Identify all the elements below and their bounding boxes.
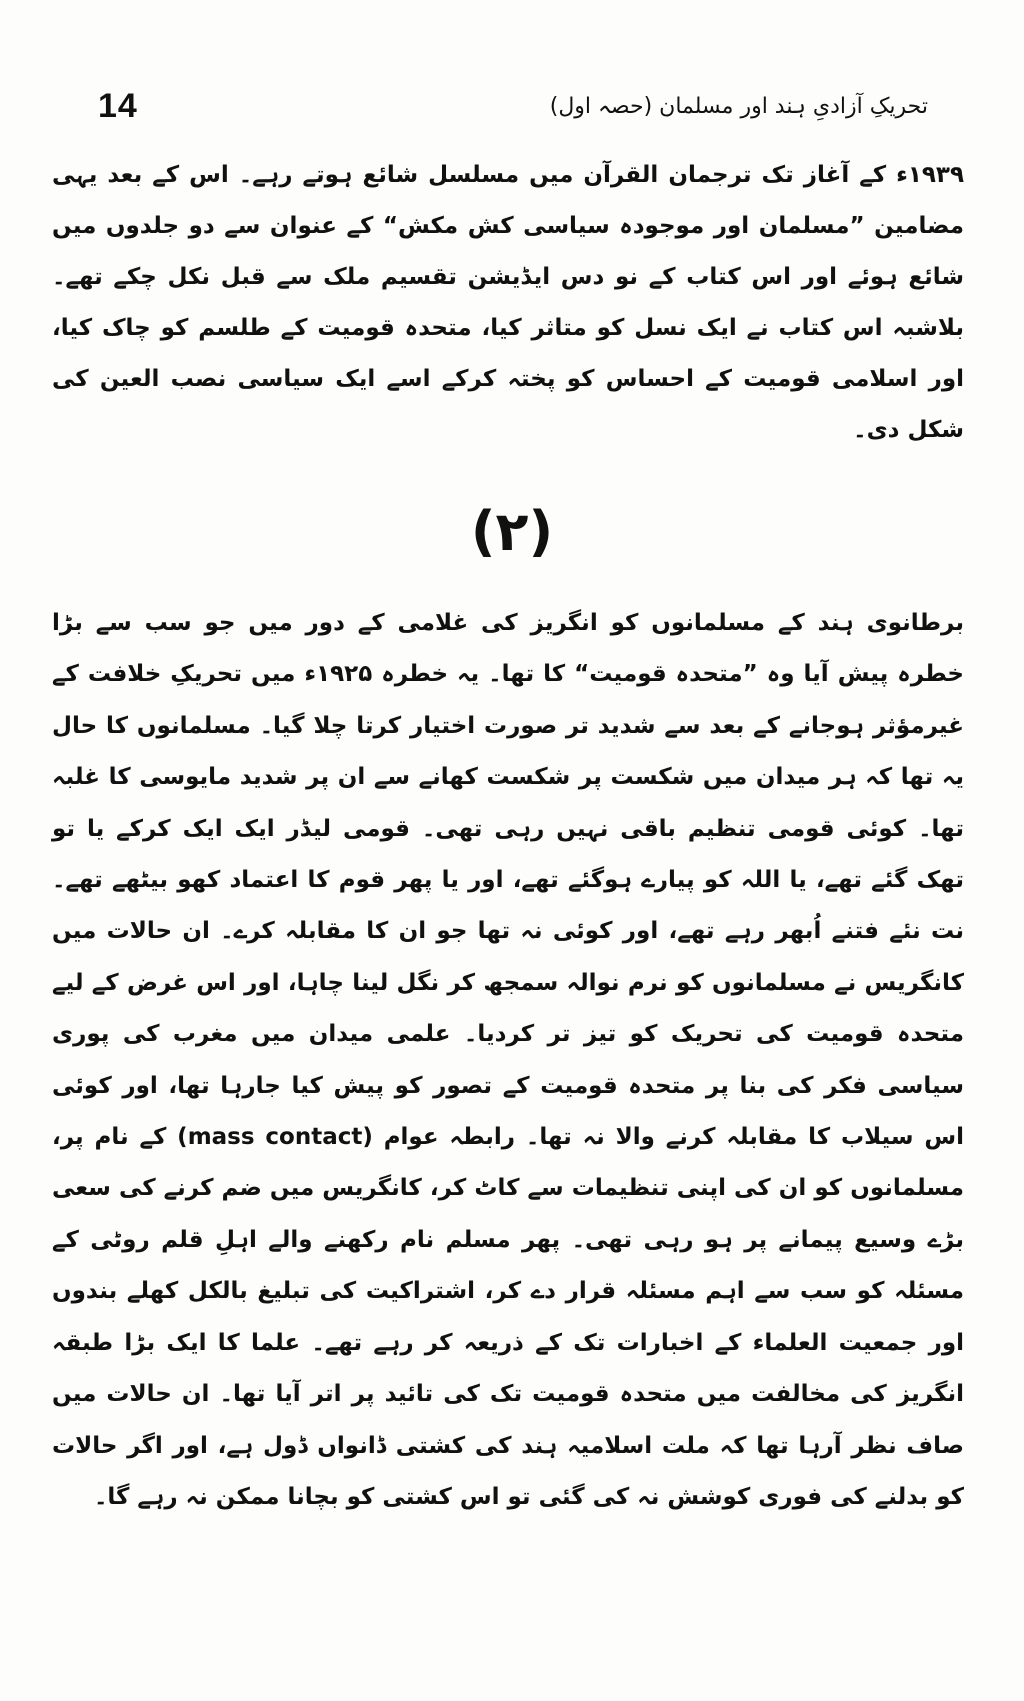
page-number: 14 bbox=[98, 87, 138, 125]
paragraph-1: ۱۹۳۹ء کے آغاز تک ترجمان القرآن میں مسلسل شائع ہوتے رہے۔ اس کے بعد یہی مضامین ”مسلمان اور موجودہ سیاسی کش مکش“ کے عنوان سے دو جلدوں میں شائع ہوئے اور اس کتاب کے نو دس ایڈیشن تقسیم ملک سے قبل نکل چکے تھے۔ بلاشبہ اس کتاب نے ایک نسل کو متاثر کیا، متحدہ قومیت کے طلسم کو چاک کیا، اور اسلامی قومیت کے احساس کو پختہ کرکے اسے ایک سیاسی نصب العین کی شکل دی۔ bbox=[52, 162, 964, 443]
paragraph-2: برطانوی ہند کے مسلمانوں کو انگریز کی غلامی کے دور میں جو سب سے بڑا خطرہ پیش آیا وہ ”متحدہ قومیت“ کا تھا۔ یہ خطرہ ۱۹۲۵ء میں تحریکِ خلافت کے غیرمؤثر ہوجانے کے بعد سے شدید تر صورت اختیار کرتا چلا گیا۔ مسلمانوں کا حال یہ تھا کہ ہر میدان میں شکست پر شکست کھانے سے ان پر شدید مایوسی کا غلبہ تھا۔ کوئی قومی تنظیم باقی نہیں رہی تھی۔ قومی لیڈر ایک ایک کرکے یا تو تھک گئے تھے، یا اللہ کو پیارے ہوگئے تھے، اور یا پھر قوم کا اعتماد کھو بیٹھے تھے۔ نت نئے فتنے اُبھر رہے تھے، اور کوئی نہ تھا جو ان کا مقابلہ کرے۔ ان حالات میں کانگریس نے مسلمانوں کو نرم نوالہ سمجھ کر نگل لینا چاہا، اور اس غرض کے لیے متحدہ قومیت کی تحریک کو تیز تر کردیا۔ علمی میدان میں مغرب کی پوری سیاسی فکر کی بنا پر متحدہ قومیت کے تصور کو پیش کیا جارہا تھا، اور کوئی اس سیلاب کا مقابلہ کرنے والا نہ تھا۔ رابطہ عوام (mass contact) کے نام پر، مسلمانوں کو ان کی اپنی تنظیمات سے کاٹ کر، کانگریس میں ضم کرنے کی سعی بڑے وسیع پیمانے پر ہو رہی تھی۔ پھر مسلم نام رکھنے والے اہلِ قلم روٹی کے مسئلہ کو سب سے اہم مسئلہ قرار دے کر، اشتراکیت کی تبلیغ بالکل کھلے بندوں اور جمعیت العلماء کے اخبارات تک کے ذریعہ کر رہے تھے۔ علما کا ایک بڑا طبقہ انگریز کی مخالفت میں متحدہ قومیت تک کی تائید پر اتر آیا تھا۔ ان حالات میں صاف نظر آرہا تھا کہ ملت اسلامیہ ہند کی کشتی ڈانواں ڈول ہے، اور اگر حالات کو بدلنے کی فوری کوشش نہ کی گئی تو اس کشتی کو بچانا ممکن نہ رہے گا۔ bbox=[52, 610, 965, 1510]
page-header bbox=[92, 86, 932, 136]
section-heading: (۲) bbox=[470, 500, 554, 563]
running-title: تحریکِ آزادیِ ہند اور مسلمان (حصہ اول) bbox=[549, 94, 928, 119]
